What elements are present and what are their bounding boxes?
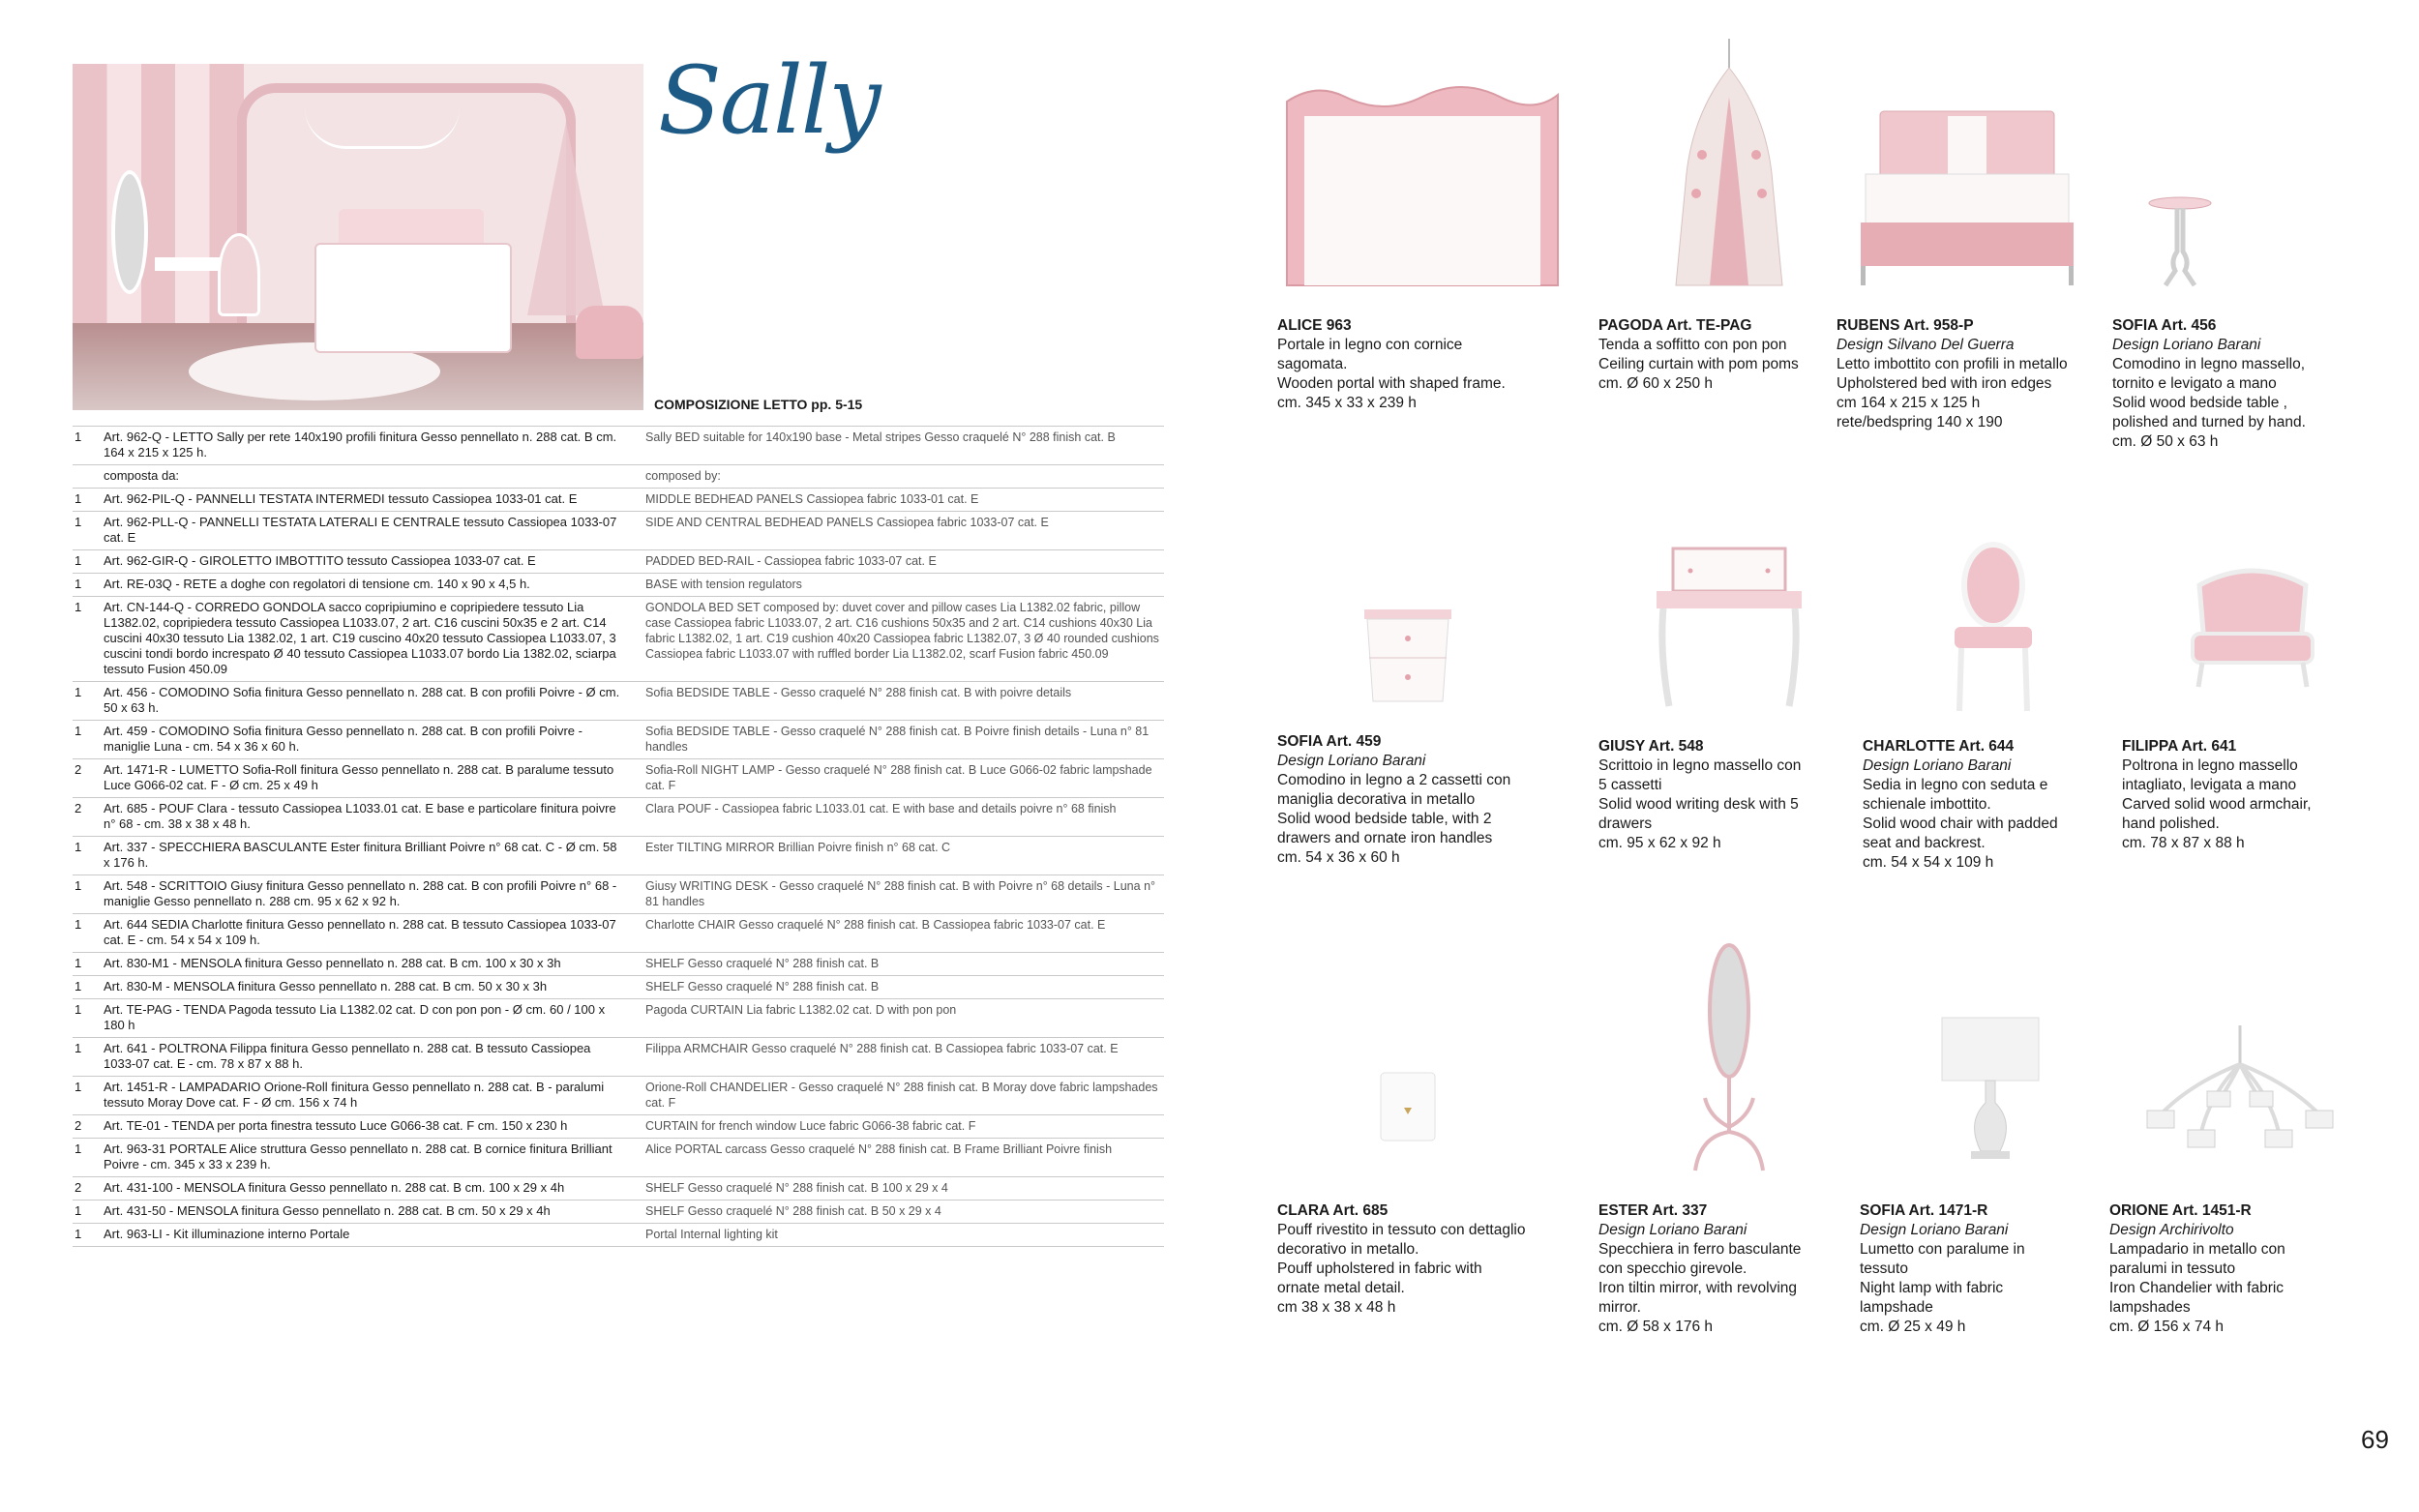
page-title: Sally	[658, 46, 880, 155]
product-line: cm. 95 x 62 x 92 h	[1598, 835, 1721, 851]
product-designer: Design Archirivolto	[2109, 1222, 2234, 1238]
italian-description-cell: Art. TE-PAG - TENDA Pagoda tessuto Lia L1382.02 cat. D con pon pon - Ø cm. 60 / 100 x 180 h	[100, 999, 642, 1038]
table-row	[73, 1177, 1164, 1201]
table-row	[73, 1201, 1164, 1224]
product-name: ORIONE Art. 1451-R	[2109, 1202, 2252, 1219]
quantity-cell: 1	[73, 721, 100, 759]
product-line: cm. Ø 25 x 49 h	[1860, 1319, 1966, 1335]
english-description-cell: SIDE AND CENTRAL BEDHEAD PANELS Cassiopea fabric 1033-07 cat. E	[642, 512, 1164, 550]
clara-pouf-image	[1277, 1069, 1538, 1146]
product-line: Solid wood bedside table, with 2	[1277, 811, 1492, 827]
product-filippa	[2122, 556, 2383, 851]
english-description-cell: Sofia BEDSIDE TABLE - Gesso craquelé N° 288 finish cat. B Poivre finish details - Luna n° 81 handles	[642, 721, 1164, 759]
product-alice	[1277, 77, 1568, 411]
italian-description-cell: composta da:	[100, 465, 642, 489]
english-description-cell: SHELF Gesso craquelé N° 288 finish cat. B 100 x 29 x 4	[642, 1177, 1164, 1201]
armchair	[576, 306, 643, 359]
product-line: Letto imbottito con profili in metallo	[1837, 356, 2068, 372]
quantity-cell: 1	[73, 837, 100, 875]
product-line: drawers	[1598, 815, 1653, 832]
english-description-cell: composed by:	[642, 465, 1164, 489]
product-text	[2122, 737, 2312, 853]
product-line: Solid wood chair with padded	[1863, 815, 2058, 832]
product-line: cm. 345 x 33 x 239 h	[1277, 395, 1417, 411]
english-description-cell: Pagoda CURTAIN Lia fabric L1382.02 cat. D with pon pon	[642, 999, 1164, 1038]
quantity-cell: 1	[73, 682, 100, 721]
product-line: Specchiera in ferro basculante	[1598, 1241, 1802, 1258]
table-row	[73, 489, 1164, 512]
product-line: tessuto	[1860, 1260, 1908, 1277]
product-line: Iron Chandelier with fabric	[2109, 1280, 2285, 1296]
product-text	[2109, 1201, 2285, 1337]
quantity-cell: 1	[73, 1139, 100, 1177]
product-text	[1860, 1201, 2025, 1337]
table-row	[73, 512, 1164, 550]
sofia-456-table-image	[2112, 193, 2374, 290]
italian-description-cell: Art. 685 - POUF Clara - tessuto Cassiopea L1033.01 cat. E base e particolare finitura poivre n° 68 - cm. 38 x 38 x 48 h.	[100, 798, 642, 837]
product-line: lampshades	[2109, 1299, 2191, 1316]
table-row	[73, 1139, 1164, 1177]
composition-heading: COMPOSIZIONE LETTO pp. 5-15	[654, 397, 863, 412]
quantity-cell: 2	[73, 759, 100, 798]
english-description-cell: Ester TILTING MIRROR Brillian Poivre finish n° 68 cat. C	[642, 837, 1164, 875]
chair	[218, 233, 260, 316]
product-line: cm. Ø 156 x 74 h	[2109, 1319, 2225, 1335]
product-line: cm. 78 x 87 x 88 h	[2122, 835, 2245, 851]
table-row	[73, 837, 1164, 875]
product-designer: Design Loriano Barani	[1598, 1222, 1747, 1238]
english-description-cell: Charlotte CHAIR Gesso craquelé N° 288 finish cat. B Cassiopea fabric 1033-07 cat. E	[642, 914, 1164, 953]
table-row	[73, 953, 1164, 976]
product-pagoda	[1598, 39, 1860, 392]
product-line: Tenda a soffitto con pon pon	[1598, 337, 1787, 353]
rubens-bed-image	[1837, 106, 2098, 290]
quantity-cell: 1	[73, 512, 100, 550]
product-line: Sedia in legno con seduta e	[1863, 777, 2048, 793]
product-designer: Design Loriano Barani	[1863, 757, 2012, 774]
product-text	[1598, 316, 1799, 394]
product-rubens	[1837, 106, 2098, 430]
italian-description-cell: Art. RE-03Q - RETE a doghe con regolatori di tensione cm. 140 x 90 x 4,5 h.	[100, 574, 642, 597]
italian-description-cell: Art. 548 - SCRITTOIO Giusy finitura Gesso pennellato n. 288 cat. B con profili Poivre n° 68 - maniglie Gesso pennellato n. 288 cm. 95 x 62 x 92 h.	[100, 875, 642, 914]
product-text	[1598, 1201, 1889, 1337]
product-line: Upholstered bed with iron edges	[1837, 375, 2052, 392]
table-row	[73, 914, 1164, 953]
product-line: con specchio girevole.	[1598, 1260, 1747, 1277]
product-name: ALICE 963	[1277, 317, 1352, 334]
ester-mirror-image	[1598, 943, 1860, 1175]
italian-description-cell: Art. 337 - SPECCHIERA BASCULANTE Ester finitura Brilliant Poivre n° 68 cat. C - Ø cm. 58 x 176 h.	[100, 837, 642, 875]
product-text	[1277, 1201, 1568, 1318]
english-description-cell: SHELF Gesso craquelé N° 288 finish cat. B 50 x 29 x 4	[642, 1201, 1164, 1224]
table-row	[73, 721, 1164, 759]
quantity-cell: 1	[73, 999, 100, 1038]
product-line: cm. 54 x 36 x 60 h	[1277, 849, 1400, 866]
italian-description-cell: Art. 963-31 PORTALE Alice struttura Gesso pennellato n. 288 cat. B cornice finitura Brilliant Poivre - cm. 345 x 33 x 239 h.	[100, 1139, 642, 1177]
product-line: Ceiling curtain with pom poms	[1598, 356, 1799, 372]
table-row	[73, 1038, 1164, 1077]
italian-description-cell: Art. 459 - COMODINO Sofia finitura Gesso pennellato n. 288 cat. B con profili Poivre - maniglie Luna - cm. 54 x 36 x 60 h.	[100, 721, 642, 759]
italian-description-cell: Art. 431-50 - MENSOLA finitura Gesso pennellato n. 288 cat. B cm. 50 x 29 x 4h	[100, 1201, 642, 1224]
italian-description-cell: Art. 1451-R - LAMPADARIO Orione-Roll finitura Gesso pennellato n. 288 cat. B - paralumi tessuto Moray Dove cat. F - Ø cm. 156 x 74 h	[100, 1077, 642, 1115]
italian-description-cell: Art. 830-M - MENSOLA finitura Gesso pennellato n. 288 cat. B cm. 50 x 30 x 3h	[100, 976, 642, 999]
english-description-cell: Sofia-Roll NIGHT LAMP - Gesso craquelé N° 288 finish cat. B Luce G066-02 fabric lampshade cat. F	[642, 759, 1164, 798]
quantity-cell: 1	[73, 597, 100, 682]
product-name: RUBENS Art. 958-P	[1837, 317, 1974, 334]
product-line: Pouff upholstered in fabric with	[1277, 1260, 1482, 1277]
product-name: SOFIA Art. 1471-R	[1860, 1202, 1988, 1219]
quantity-cell: 1	[73, 914, 100, 953]
bed	[314, 243, 512, 353]
product-line: Solid wood bedside table ,	[2112, 395, 2287, 411]
product-line: Portale in legno con cornice	[1277, 337, 1463, 353]
english-description-cell: Sofia BEDSIDE TABLE - Gesso craquelé N° 288 finish cat. B with poivre details	[642, 682, 1164, 721]
product-line: maniglia decorativa in metallo	[1277, 791, 1476, 808]
english-description-cell: CURTAIN for french window Luce fabric G066-38 fabric cat. F	[642, 1115, 1164, 1139]
italian-description-cell: Art. TE-01 - TENDA per porta finestra tessuto Luce G066-38 cat. F cm. 150 x 230 h	[100, 1115, 642, 1139]
quantity-cell: 1	[73, 574, 100, 597]
product-line: Comodino in legno massello,	[2112, 356, 2306, 372]
table-row	[73, 465, 1164, 489]
product-sofia-1471	[1860, 1016, 2121, 1335]
product-line: schienale imbottito.	[1863, 796, 1991, 813]
quantity-cell: 1	[73, 1077, 100, 1115]
quantity-cell: 1	[73, 427, 100, 465]
english-description-cell: Alice PORTAL carcass Gesso craquelé N° 288 finish cat. B Frame Brilliant Poivre finish	[642, 1139, 1164, 1177]
sofia-459-bedside-image	[1277, 605, 1538, 721]
product-line: Comodino in legno a 2 cassetti con	[1277, 772, 1511, 788]
quantity-cell	[73, 465, 100, 489]
product-designer: Design Loriano Barani	[2112, 337, 2261, 353]
quantity-cell: 2	[73, 798, 100, 837]
chandelier	[305, 107, 460, 149]
product-line: polished and turned by hand.	[2112, 414, 2306, 430]
english-description-cell: MIDDLE BEDHEAD PANELS Cassiopea fabric 1033-01 cat. E	[642, 489, 1164, 512]
quantity-cell: 1	[73, 953, 100, 976]
product-text	[2112, 316, 2306, 452]
english-description-cell: Giusy WRITING DESK - Gesso craquelé N° 288 finish cat. B with Poivre n° 68 details - Luna n° 81 handles	[642, 875, 1164, 914]
quantity-cell: 1	[73, 875, 100, 914]
italian-description-cell: Art. 962-Q - LETTO Sally per rete 140x190 profili finitura Gesso pennellato n. 288 cat. B cm. 164 x 215 x 125 h.	[100, 427, 642, 465]
product-text	[1598, 737, 1801, 853]
product-charlotte	[1863, 542, 2124, 871]
product-line: sagomata.	[1277, 356, 1348, 372]
product-line: cm. Ø 58 x 176 h	[1598, 1319, 1714, 1335]
table-row	[73, 875, 1164, 914]
table-row	[73, 976, 1164, 999]
english-description-cell: SHELF Gesso craquelé N° 288 finish cat. B	[642, 976, 1164, 999]
giusy-desk-image	[1598, 547, 1860, 711]
product-name: GIUSY Art. 548	[1598, 738, 1704, 755]
product-line: seat and backrest.	[1863, 835, 1986, 851]
product-name: CHARLOTTE Art. 644	[1863, 738, 2015, 755]
product-line: cm. Ø 60 x 250 h	[1598, 375, 1714, 392]
english-description-cell: SHELF Gesso craquelé N° 288 finish cat. B	[642, 953, 1164, 976]
italian-description-cell: Art. 1471-R - LUMETTO Sofia-Roll finitura Gesso pennellato n. 288 cat. B paralume tessuto Luce G066-02 cat. F - Ø cm. 25 x 49 h	[100, 759, 642, 798]
english-description-cell: Portal Internal lighting kit	[642, 1224, 1164, 1247]
product-line: cm. Ø 50 x 63 h	[2112, 433, 2219, 450]
quantity-cell: 1	[73, 976, 100, 999]
english-description-cell: GONDOLA BED SET composed by: duvet cover and pillow cases Lia L1382.02 fabric, pillow case Cassiopea fabric L1033.07, 2 art. C16 cushions 50x35 and 2 art. C14 cushions 40x30 Lia fabric L1382.02, 1 art. C19 cushion 40x20 Cassiopea fabric L1382.07, 3 Ø 40 rounded cushions Cassiopea fabric L1033.07 with ruffled border Lia L1382.02, scarf Fusion fabric 450.09	[642, 597, 1164, 682]
product-line: Scrittoio in legno massello con	[1598, 757, 1802, 774]
italian-description-cell: Art. 830-M1 - MENSOLA finitura Gesso pennellato n. 288 cat. B cm. 100 x 30 x 3h	[100, 953, 642, 976]
product-line: Iron tiltin mirror, with revolving	[1598, 1280, 1798, 1296]
orione-chandelier-image	[2109, 1025, 2371, 1171]
english-description-cell: PADDED BED-RAIL - Cassiopea fabric 1033-07 cat. E	[642, 550, 1164, 574]
italian-description-cell: Art. CN-144-Q - CORREDO GONDOLA sacco copripiumino e copripiedere tessuto Lia L1382.02, copripiedera tessuto Cassiopea L1033.07, 2 art. C16 cuscini 50x35 e 2 art. C14 cuscini 40x30 tessuto Lia 1382.02, 1 art. C19 cuscino 40x20 tessuto Cassiopea L1033.07, 3 cuscini tondi bordo increspato Ø 40 tessuto Cassiopea L1033.07 bordo Lia 1382.02, sciarpa tessuto Fusion 450.09	[100, 597, 642, 682]
table-row	[73, 798, 1164, 837]
table-row	[73, 1077, 1164, 1115]
product-line: Night lamp with fabric	[1860, 1280, 2004, 1296]
quantity-cell: 1	[73, 1224, 100, 1247]
product-giusy	[1598, 547, 1860, 851]
italian-description-cell: Art. 962-PLL-Q - PANNELLI TESTATA LATERALI E CENTRALE tessuto Cassiopea 1033-07 cat. E	[100, 512, 642, 550]
table-row	[73, 682, 1164, 721]
table-row	[73, 597, 1164, 682]
italian-description-cell: Art. 456 - COMODINO Sofia finitura Gesso pennellato n. 288 cat. B con profili Poivre - Ø cm. 50 x 63 h.	[100, 682, 642, 721]
product-line: Lampadario in metallo con	[2109, 1241, 2285, 1258]
product-text	[1837, 316, 2068, 432]
pagoda-curtain-image	[1598, 39, 1860, 290]
product-designer: Design Loriano Barani	[1277, 753, 1426, 769]
product-name: ESTER Art. 337	[1598, 1202, 1708, 1219]
product-line: 5 cassetti	[1598, 777, 1662, 793]
table-row	[73, 999, 1164, 1038]
product-line: ornate metal detail.	[1277, 1280, 1405, 1296]
product-orione	[2109, 1025, 2371, 1335]
italian-description-cell: Art. 963-LI - Kit illuminazione interno Portale	[100, 1224, 642, 1247]
quantity-cell: 1	[73, 1038, 100, 1077]
product-name: CLARA Art. 685	[1277, 1202, 1389, 1219]
sofia-1471-lamp-image	[1860, 1016, 2121, 1171]
english-description-cell: BASE with tension regulators	[642, 574, 1164, 597]
italian-description-cell: Art. 962-GIR-Q - GIROLETTO IMBOTTITO tessuto Cassiopea 1033-07 cat. E	[100, 550, 642, 574]
canopy	[527, 122, 605, 315]
product-ester	[1598, 943, 1860, 1335]
product-sofia-456	[2112, 193, 2374, 450]
quantity-cell: 2	[73, 1177, 100, 1201]
product-line: mirror.	[1598, 1299, 1641, 1316]
product-line: hand polished.	[2122, 815, 2220, 832]
quantity-cell: 1	[73, 489, 100, 512]
charlotte-chair-image	[1863, 542, 2124, 716]
product-sofia-459	[1277, 605, 1538, 866]
product-name: PAGODA Art. TE-PAG	[1598, 317, 1752, 334]
english-description-cell: Filippa ARMCHAIR Gesso craquelé N° 288 finish cat. B Cassiopea fabric 1033-07 cat. E	[642, 1038, 1164, 1077]
product-name: FILIPPA Art. 641	[2122, 738, 2237, 755]
product-line: cm. 54 x 54 x 109 h	[1863, 854, 1994, 871]
italian-description-cell: Art. 644 SEDIA Charlotte finitura Gesso pennellato n. 288 cat. B tessuto Cassiopea 1033-07 cat. E - cm. 54 x 54 x 109 h.	[100, 914, 642, 953]
quantity-cell: 1	[73, 1201, 100, 1224]
product-line: Wooden portal with shaped frame.	[1277, 375, 1506, 392]
table-row	[73, 550, 1164, 574]
table-row	[73, 574, 1164, 597]
table-row	[73, 759, 1164, 798]
product-line: cm 164 x 215 x 125 h	[1837, 395, 1981, 411]
italian-description-cell: Art. 641 - POLTRONA Filippa finitura Gesso pennellato n. 288 cat. B tessuto Cassiopea 1033-07 cat. E - cm. 78 x 87 x 88 h.	[100, 1038, 642, 1077]
quantity-cell: 1	[73, 550, 100, 574]
product-name: SOFIA Art. 456	[2112, 317, 2217, 334]
alice-portal-image	[1277, 77, 1568, 290]
product-text	[1277, 732, 1510, 868]
product-line: decorativo in metallo.	[1277, 1241, 1419, 1258]
bedroom-photo	[73, 64, 643, 410]
product-line: tornito e levigato a mano	[2112, 375, 2277, 392]
product-line: paralumi in tessuto	[2109, 1260, 2236, 1277]
product-line: Pouff rivestito in tessuto con dettaglio	[1277, 1222, 1526, 1238]
product-line: rete/bedspring 140 x 190	[1837, 414, 2003, 430]
english-description-cell: Sally BED suitable for 140x190 base - Metal stripes Gesso craquelé N° 288 finish cat. B	[642, 427, 1164, 465]
product-line: Lumetto con paralume in	[1860, 1241, 2025, 1258]
product-clara	[1277, 1069, 1538, 1316]
table-row	[73, 1115, 1164, 1139]
table-row	[73, 1224, 1164, 1247]
composition-table	[73, 426, 1164, 1247]
english-description-cell: Clara POUF - Cassiopea fabric L1033.01 cat. E with base and details poivre n° 68 finish	[642, 798, 1164, 837]
product-text	[1863, 737, 2058, 873]
product-line: drawers and ornate iron handles	[1277, 830, 1493, 846]
product-line: Solid wood writing desk with 5	[1598, 796, 1799, 813]
product-name: SOFIA Art. 459	[1277, 733, 1382, 750]
product-line: intagliato, levigata a mano	[2122, 777, 2297, 793]
product-line: lampshade	[1860, 1299, 1933, 1316]
mirror	[111, 170, 148, 294]
product-designer: Design Silvano Del Guerra	[1837, 337, 2015, 353]
page-number: 69	[2361, 1425, 2389, 1454]
product-line: cm 38 x 38 x 48 h	[1277, 1299, 1396, 1316]
product-text	[1277, 316, 1548, 413]
italian-description-cell: Art. 431-100 - MENSOLA finitura Gesso pennellato n. 288 cat. B cm. 100 x 29 x 4h	[100, 1177, 642, 1201]
product-line: Poltrona in legno massello	[2122, 757, 2298, 774]
italian-description-cell: Art. 962-PIL-Q - PANNELLI TESTATA INTERMEDI tessuto Cassiopea 1033-01 cat. E	[100, 489, 642, 512]
product-line: Carved solid wood armchair,	[2122, 796, 2312, 813]
product-designer: Design Loriano Barani	[1860, 1222, 2009, 1238]
quantity-cell: 2	[73, 1115, 100, 1139]
table-row	[73, 427, 1164, 465]
filippa-armchair-image	[2122, 556, 2383, 692]
english-description-cell: Orione-Roll CHANDELIER - Gesso craquelé N° 288 finish cat. B Moray dove fabric lampshades cat. F	[642, 1077, 1164, 1115]
